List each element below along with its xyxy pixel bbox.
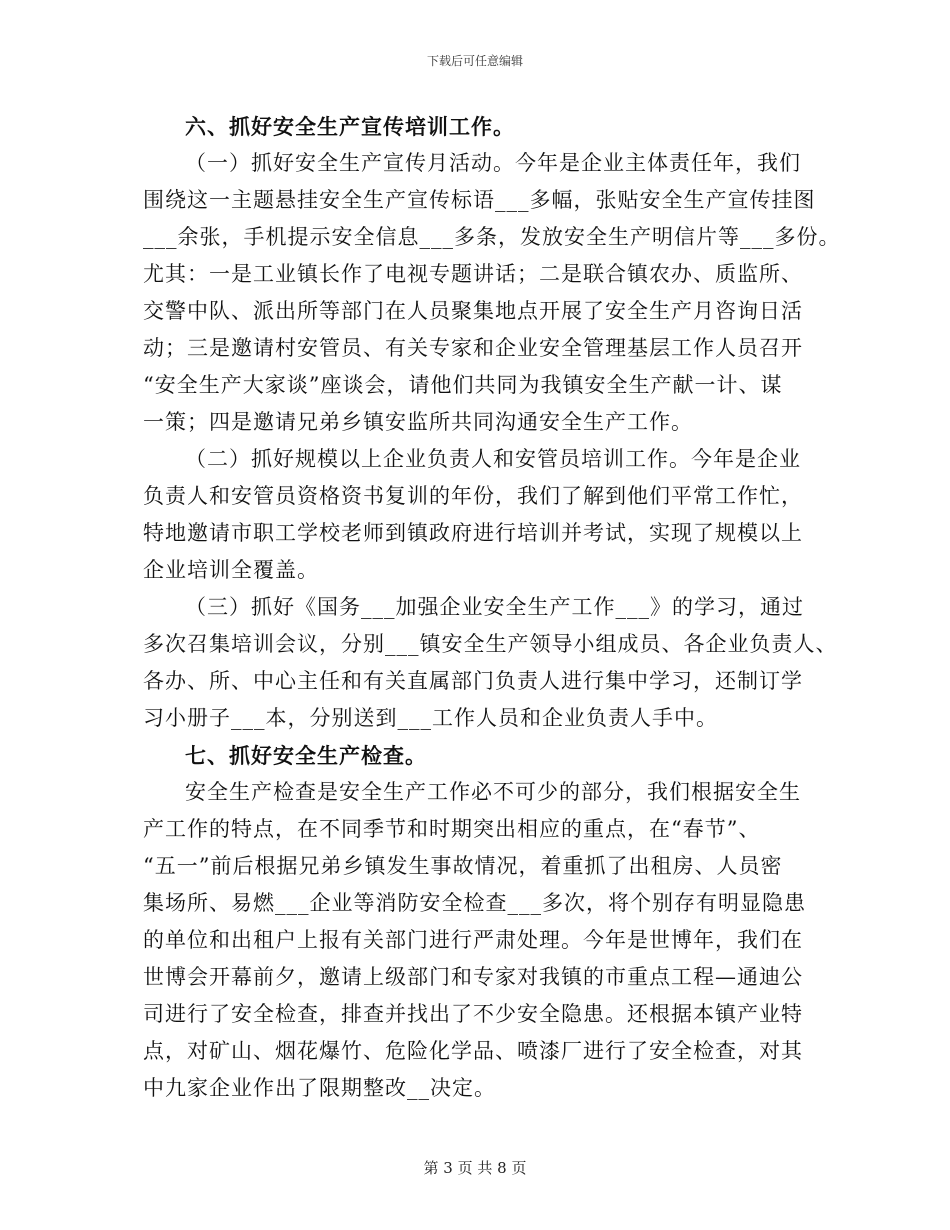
page-footer: 第 3 页 共 8 页	[423, 1159, 527, 1177]
paragraph-line: 负责人和安管员资格资书复训的年份，我们了解到他们平常工作忙，	[143, 484, 803, 508]
paragraph-line: 尤其：一是工业镇长作了电视专题讲话；二是联合镇农办、质监所、	[143, 262, 803, 286]
paragraph-line: “安全生产大家谈”座谈会，请他们共同为我镇安全生产献一计、谋	[143, 373, 783, 397]
paragraph-line: 一策；四是邀请兄弟乡镇安监所共同沟通安全生产工作。	[143, 410, 693, 434]
page-header: 下载后可任意编辑	[426, 54, 523, 68]
paragraph-line: 点，对矿山、烟花爆竹、危险化学品、喷漆厂进行了安全检查，对其	[143, 1039, 803, 1063]
paragraph-line: 司进行了安全检查，排查并找出了不少安全隐患。还根据本镇产业特	[143, 1002, 803, 1026]
paragraph-line: 企业培训全覆盖。	[143, 558, 319, 582]
section-heading: 七、抓好安全生产检查。	[185, 743, 427, 768]
paragraph-line: 动；三是邀请村安管员、有关专家和企业安全管理基层工作人员召开	[143, 336, 803, 360]
paragraph-line: 产工作的特点，在不同季节和时期突出相应的重点，在“春节”、	[143, 817, 761, 841]
paragraph-line: 中九家企业作出了限期整改__决定。	[143, 1076, 496, 1100]
paragraph-line: 各办、所、中心主任和有关直属部门负责人进行集中学习，还制订学	[143, 669, 803, 693]
paragraph-line: 集场所、易燃___企业等消防安全检查___多次，将个别存有明显隐患	[143, 891, 806, 915]
paragraph-line: 多次召集培训会议，分别___镇安全生产领导小组成员、各企业负责人、	[143, 632, 838, 656]
paragraph-line: 交警中队、派出所等部门在人员聚集地点开展了安全生产月咨询日活	[143, 299, 803, 323]
paragraph-line: 特地邀请市职工学校老师到镇政府进行培训并考试，实现了规模以上	[143, 521, 803, 545]
paragraph-line: 围绕这一主题悬挂安全生产宣传标语___多幅，张贴安全生产宣传挂图	[143, 188, 816, 212]
paragraph-line: “五一”前后根据兄弟乡镇发生事故情况，着重抓了出租房、人员密	[143, 854, 783, 878]
paragraph-line: 的单位和出租户上报有关部门进行严肃处理。今年是世博年，我们在	[143, 928, 803, 952]
paragraph-line: （三）抓好《国务___加强企业安全生产工作___》的学习，通过	[185, 595, 804, 619]
paragraph-line: 世博会开幕前夕，邀请上级部门和专家对我镇的市重点工程—通迪公	[143, 965, 803, 989]
document-body	[143, 108, 841, 1107]
paragraph-line: ___余张，手机提示安全信息___多条，发放安全生产明信片等___多份。	[143, 225, 841, 249]
paragraph-line: （一）抓好安全生产宣传月活动。今年是企业主体责任年，我们	[185, 151, 801, 175]
paragraph-line: 安全生产检查是安全生产工作必不可少的部分，我们根据安全生	[185, 780, 801, 804]
paragraph-line: （二）抓好规模以上企业负责人和安管员培训工作。今年是企业	[185, 447, 801, 471]
section-heading: 六、抓好安全生产宣传培训工作。	[185, 114, 515, 139]
paragraph-line: 习小册子___本，分别送到___工作人员和企业负责人手中。	[143, 706, 718, 730]
